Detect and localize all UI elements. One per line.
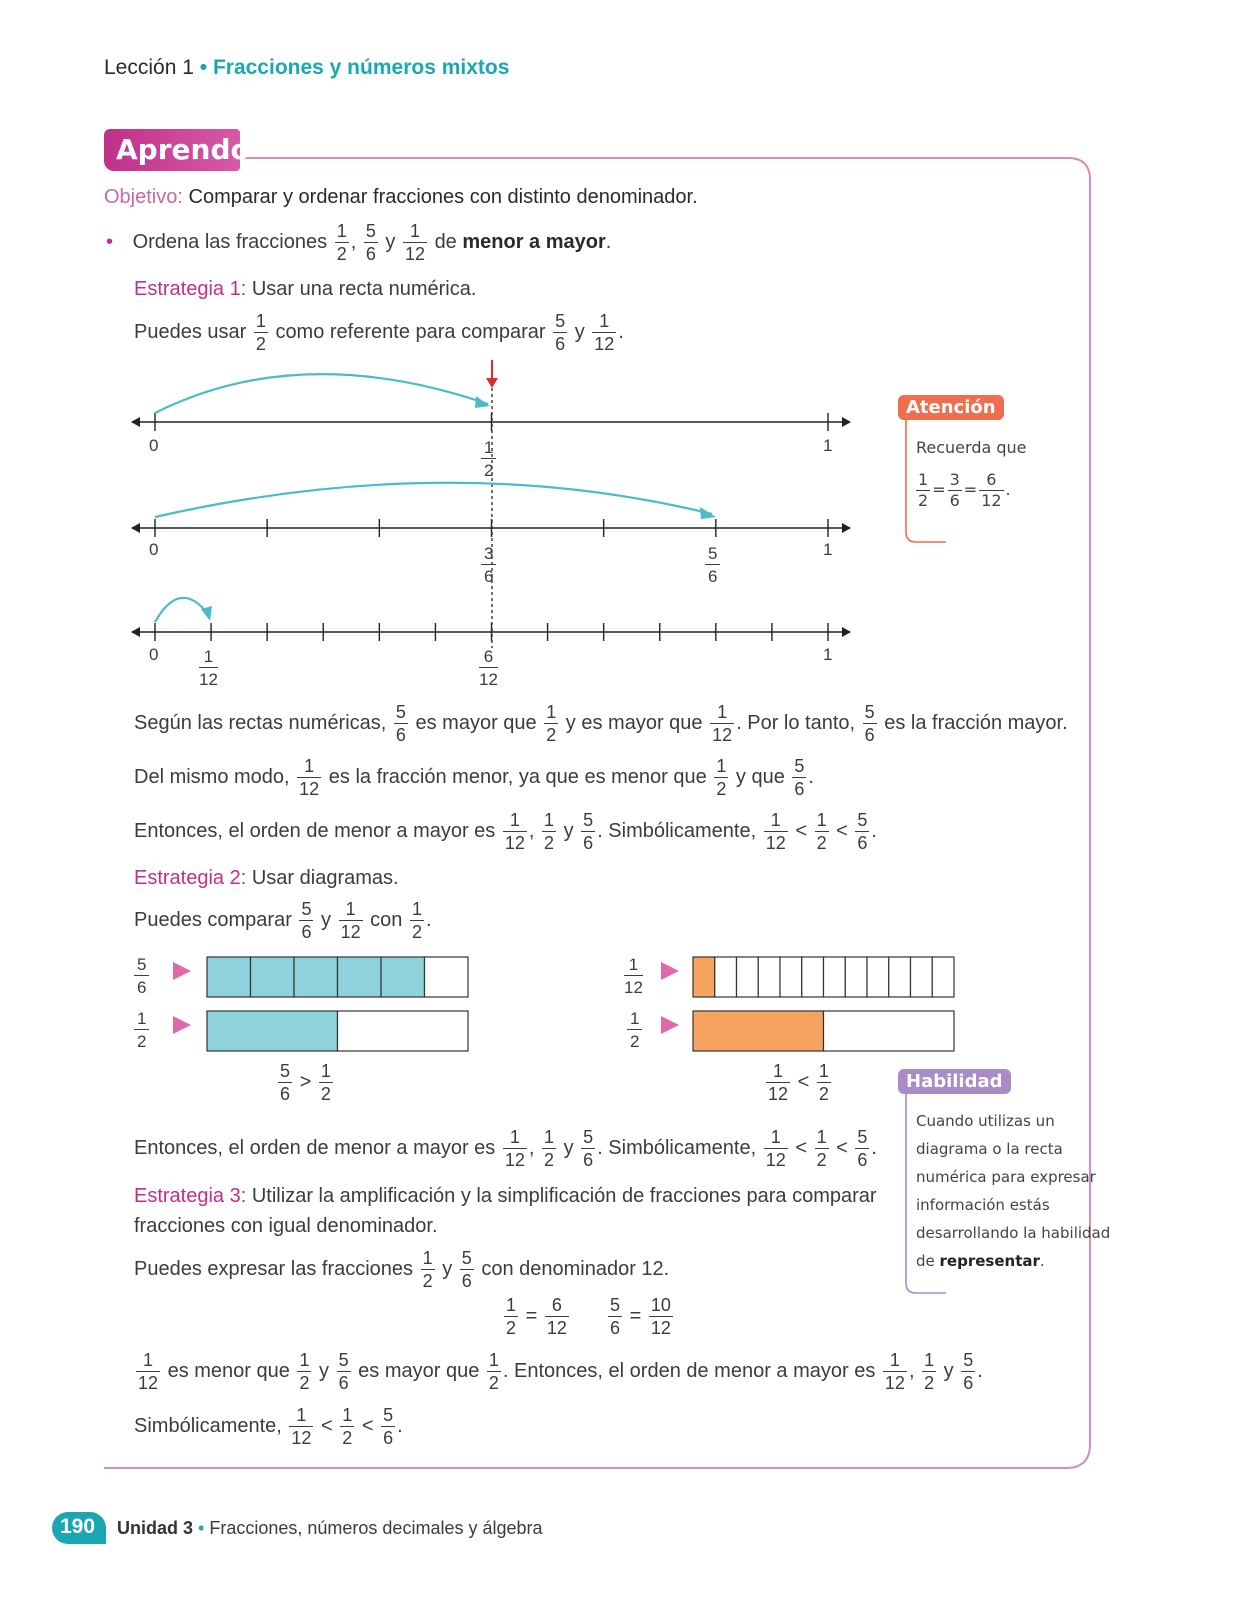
objective-text: Comparar y ordenar fracciones con distinto denominador. [188,186,698,208]
lesson-number: Lección 1 [104,56,194,79]
diagram-left-bottom-label: 1 2 [134,1010,149,1050]
diagram-part [207,957,251,997]
s3-sentence-a: $\frac{1}{12}$ es menor que $\frac{1}{2}$ y $\frac{5}{6}$ es mayor que $\frac{1}{2}$ . Entonces, el orden de menor a mayor es $\frac{1}{12}$ , $\frac{1}{2}$ y $\frac{5}{6}$ . [138,1350,983,1393]
nl1-one: 1 [823,436,833,455]
strategy3-heading-cont: fracciones con igual denominador. [134,1215,438,1237]
diagram-part [338,1011,469,1051]
diagram-part [381,957,425,997]
diagram-right-top-label: 1 12 [624,955,643,997]
atencion-equation: $\frac{1}{2}$ = $\frac{3}{6}$ = $\frac{6}{12}$ . [918,470,1011,510]
diagram-part [911,957,933,997]
nl2-five-sixths: 5 6 [705,545,720,585]
nl2-zero: 0 [149,540,159,559]
diagram-five-sixths-bar [207,957,468,997]
habilidad-text: Cuando utilizas un diagrama o la recta numérica para expresar información estás desarrollando la habilidad de representar. [916,1112,1111,1270]
task: • Ordena las fracciones $\frac{1}{2}$ , $\frac{5}{6}$ y $\frac{1}{12}$ de menor a mayor. [106,221,612,264]
strategy3-heading [134,1185,877,1208]
s1-sentence-c: Entonces, el orden de menor a mayor es $\frac{1}{12}$ , $\frac{1}{2}$ y $\frac{5}{6}$ . Simbólicamente, $\frac{1}{12}$ < $\frac{1}{2}$ < $\frac{5}{6}$ . [134,810,877,853]
task-emphasis: menor a mayor [462,230,606,253]
nl2-three-sixths: 3 6 [481,545,496,585]
fraction-twelfth: $\frac{1}{12}$ [404,221,425,264]
nl3-twelfth: 1 12 [199,647,218,689]
fraction-five-sixths: $\frac{5}{6}$ [365,221,376,264]
diagram-part [425,957,469,997]
strategy1-text: Usar una recta numérica. [251,278,477,300]
strategy3-label: Estrategia 3: [134,1185,247,1207]
header-bullet: • [199,56,208,79]
nl3-zero: 0 [149,645,159,664]
strategy3-text: Utilizar la amplificación y la simplificación de fracciones para comparar [251,1185,877,1207]
strategy1-label: Estrategia 1: [134,278,247,300]
diagram-part [338,957,382,997]
diagram-right-bottom-label: 1 2 [627,1010,642,1050]
diagram-part [693,1011,824,1051]
diagram-half-bar-left [207,1011,468,1051]
footer-title: Fracciones, números decimales y álgebra [209,1518,543,1538]
atencion-tag: Atención [898,395,1004,420]
comparison-left: $\frac{5}{6}$ > $\frac{1}{2}$ [280,1061,331,1104]
strategy1-intro: Puedes usar $\frac{1}{2}$ como referente para comparar $\frac{5}{6}$ y $\frac{1}{12}$ . [134,311,624,354]
s1-sentence-a: Según las rectas numéricas, $\frac{5}{6}$ es mayor que $\frac{1}{2}$ y es mayor que $\frac{1}{12}$ . Por lo tanto, $\frac{5}{6}$ es la fracción mayor. [134,702,1068,745]
diagram-part [251,957,295,997]
diagram-left-top-label: 5 6 [134,956,149,996]
diagram-part [845,957,867,997]
diagram-part [824,957,846,997]
atencion-text: Recuerda que [916,438,1027,457]
task-text: Ordena las fracciones [132,230,328,253]
habilidad-tag: Habilidad [898,1069,1011,1094]
strategy3-intro: Puedes expresar las fracciones $\frac{1}{2}$ y $\frac{5}{6}$ con denominador 12. [134,1248,670,1291]
comparison-right: $\frac{1}{12}$ < $\frac{1}{2}$ [768,1061,829,1104]
diagram-part [737,957,759,997]
strategy2-text: Usar diagramas. [251,867,399,889]
fraction-half: $\frac{1}{2}$ [336,221,347,264]
footer-unit: Unidad 3 • Fracciones, números decimales y álgebra [117,1518,543,1538]
nl1-half: 1 2 [481,439,496,479]
diagram-part [207,1011,338,1051]
nl2-one: 1 [823,540,833,559]
s2-sentence: Entonces, el orden de menor a mayor es $\frac{1}{12}$ , $\frac{1}{2}$ y $\frac{5}{6}$ . Simbólicamente, $\frac{1}{12}$ < $\frac{1}{2}$ < $\frac{5}{6}$ . [134,1127,877,1170]
diagram-part [693,957,715,997]
diagram-part [932,957,954,997]
diagram-part [889,957,911,997]
nl3-one: 1 [823,645,833,664]
objective-label: Objetivo: [104,186,183,208]
nl3-six-twelfths: 6 12 [479,647,498,689]
diagram-part [294,957,338,997]
s3-sentence-b: Simbólicamente, $\frac{1}{12}$ < $\frac{1}{2}$ < $\frac{5}{6}$ . [134,1405,403,1448]
task-bullet: • [106,230,114,253]
diagram-part [824,1011,955,1051]
strategy2-label: Estrategia 2: [134,867,247,889]
lesson-title: Fracciones y números mixtos [212,56,510,79]
diagram-part [715,957,737,997]
s1-sentence-b: Del mismo modo, $\frac{1}{12}$ es la fracción menor, ya que es menor que $\frac{1}{2}$ y que $\frac{5}{6}$ . [134,756,814,799]
diagram-part [802,957,824,997]
nl1-zero: 0 [149,436,159,455]
diagram-half-bar-right [693,1011,954,1051]
page-number: 190 [60,1515,96,1538]
diagram-part [780,957,802,997]
diagram-part [758,957,780,997]
aprendo-label: Aprendo [116,133,250,166]
diagram-part [867,957,889,997]
diagram-twelfth-bar [693,957,954,997]
equivalence-equations: $\frac{1}{2}$ = $\frac{6}{12}$ $\frac{5}{6}$ = $\frac{10}{12}$ [506,1295,671,1338]
strategy2-intro: Puedes comparar $\frac{5}{6}$ y $\frac{1}{12}$ con $\frac{1}{2}$ . [134,899,432,942]
